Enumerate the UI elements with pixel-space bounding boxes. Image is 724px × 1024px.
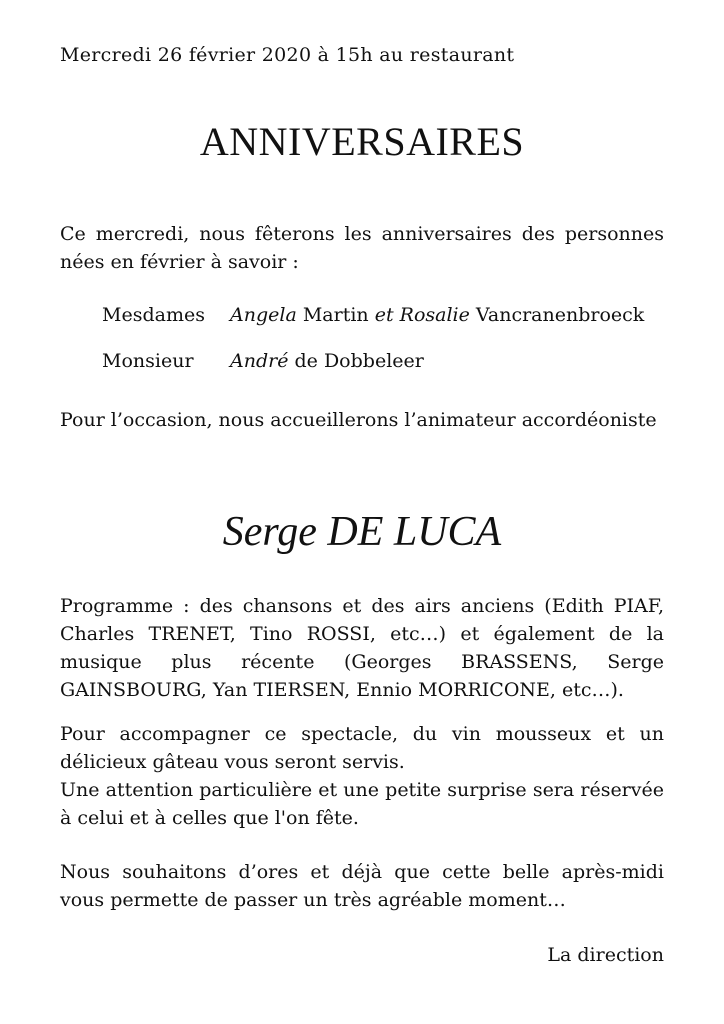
intro-paragraph: Ce mercredi, nous fêterons les anniversaires des personnes nées en février à savoir : <box>60 223 664 273</box>
closing-paragraph: Nous souhaitons d’ores et déjà que cette belle après-midi vous permette de passer un très agréable moment… <box>60 861 664 911</box>
artist-name <box>0 508 724 556</box>
celebrant-first-name: André <box>230 350 289 372</box>
refreshments-paragraph: Pour accompagner ce spectacle, du vin mousseux et un délicieux gâteau vous seront servis. <box>60 723 664 773</box>
occasion-paragraph: Pour l’occasion, nous accueillerons l’animateur accordéoniste <box>60 409 657 431</box>
artist-last-name: DE LUCA <box>327 509 502 555</box>
celebrants-row-women <box>102 304 644 326</box>
programme-paragraph: Programme : des chansons et des airs anciens (Edith PIAF, Charles TRENET, Tino ROSSI, etc…) et également de la musique plus récente (Georges BRASSENS, Serge GAINSBOURG, Yan TIERSEN, Ennio MORRICONE, etc…). <box>60 595 664 701</box>
celebrant-first-name: Rosalie <box>399 304 470 326</box>
surprise-paragraph: Une attention particulière et une petite surprise sera réservée à celui et à celles que l'on fête. <box>60 779 664 829</box>
celebrants-label-women: Mesdames <box>102 304 205 326</box>
celebrant-last-name: Martin <box>302 304 369 326</box>
signature: La direction <box>547 944 664 966</box>
celebrant-first-name: Angela <box>230 304 297 326</box>
celebrants-row-men <box>102 350 424 372</box>
celebrant-last-name: Vancranenbroeck <box>475 304 645 326</box>
celebrant-last-name: de Dobbeleer <box>294 350 424 372</box>
event-dateline: Mercredi 26 février 2020 à 15h au restaurant <box>60 44 515 66</box>
page-title: ANNIVERSAIRES <box>199 119 525 164</box>
celebrants-label-men: Monsieur <box>102 350 194 372</box>
celebrants-conjunction: et <box>374 304 394 326</box>
artist-first-name: Serge <box>222 509 317 555</box>
